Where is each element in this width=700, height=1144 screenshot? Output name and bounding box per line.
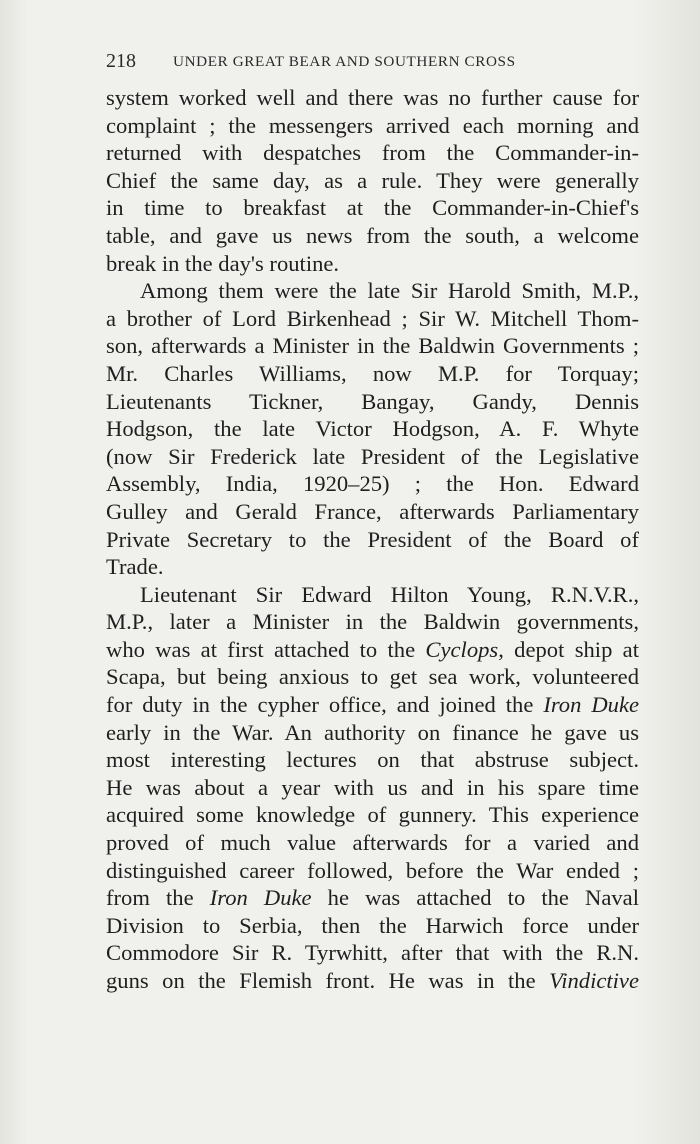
text-line [106, 636, 639, 664]
text-line: Gulley and Gerald France, afterwards Parliamentary [106, 498, 639, 524]
text-line: a brother of Lord Birkenhead ; Sir W. Mitchell Thom- [106, 305, 639, 331]
text-line: table, and gave us news from the south, a welcome [106, 222, 639, 248]
line-text: for duty in the cypher office, and joined the [106, 692, 544, 718]
text-line: son, afterwards a Minister in the Baldwin Governments ; [106, 333, 639, 359]
text-line [106, 967, 639, 995]
line-text: he was attached to the Naval [311, 885, 639, 911]
ship-name: Vindictive [549, 968, 639, 993]
line-text: guns on the Flemish front. He was in the [106, 968, 550, 993]
text-line: M.P., later a Minister in the Baldwin governments, [106, 609, 639, 635]
text-line: Scapa, but being anxious to get sea work, volunteered [106, 664, 639, 690]
text-line: proved of much value afterwards for a varied and [106, 830, 639, 856]
text-line: (now Sir Frederick late President of the Legislative [106, 443, 639, 469]
text-line: break in the day's routine. [106, 250, 340, 276]
ship-name: Iron Duke [543, 692, 639, 718]
text-line: Assembly, India, 1920–25) ; the Hon. Edward [106, 471, 639, 497]
text-line: Hodgson, the late Victor Hodgson, A. F. Whyte [106, 416, 639, 442]
ship-name: Iron Duke [209, 885, 312, 911]
ship-name: Cyclops [425, 636, 499, 662]
text-line: system worked well and there was no further cause for [106, 85, 639, 110]
text-line: Trade. [106, 554, 164, 580]
text-line: He was about a year with us and in his spare time [106, 774, 639, 800]
line-text: who was at first attached to the [106, 636, 426, 662]
text-line: Private Secretary to the President of the Board of [106, 526, 639, 552]
running-title: UNDER GREAT BEAR AND SOUTHERN CROSS [173, 53, 516, 70]
text-line: Chief the same day, as a rule. They were generally [106, 167, 639, 193]
text-line: complaint ; the messengers arrived each morning and [106, 112, 639, 138]
text-line: Among them were the late Sir Harold Smith, M.P., [140, 278, 639, 304]
text-line: in time to breakfast at the Commander-in-Chief's [106, 195, 639, 221]
page-number: 218 [106, 50, 136, 72]
line-text: from the [106, 885, 210, 911]
text-line: returned with despatches from the Commander-in- [106, 140, 639, 166]
running-head [106, 44, 640, 76]
text-line: Lieutenants Tickner, Bangay, Gandy, Dennis [106, 388, 639, 414]
text-line: early in the War. An authority on finance he gave us [106, 719, 639, 745]
text-line [106, 884, 639, 912]
text-line: Commodore Sir R. Tyrwhitt, after that with the R.N. [106, 940, 639, 966]
text-line: acquired some knowledge of gunnery. This experience [106, 802, 639, 828]
text-line [106, 691, 639, 719]
text-line: most interesting lectures on that abstruse subject. [106, 747, 639, 773]
body-text [106, 84, 639, 995]
text-line: Lieutenant Sir Edward Hilton Young, R.N.V.R., [140, 581, 639, 607]
text-line: Division to Serbia, then the Harwich force under [106, 912, 639, 938]
text-line: distinguished career followed, before the War ended ; [106, 857, 639, 883]
text-line: Mr. Charles Williams, now M.P. for Torquay; [106, 360, 639, 386]
line-text: , depot ship at [498, 636, 639, 662]
